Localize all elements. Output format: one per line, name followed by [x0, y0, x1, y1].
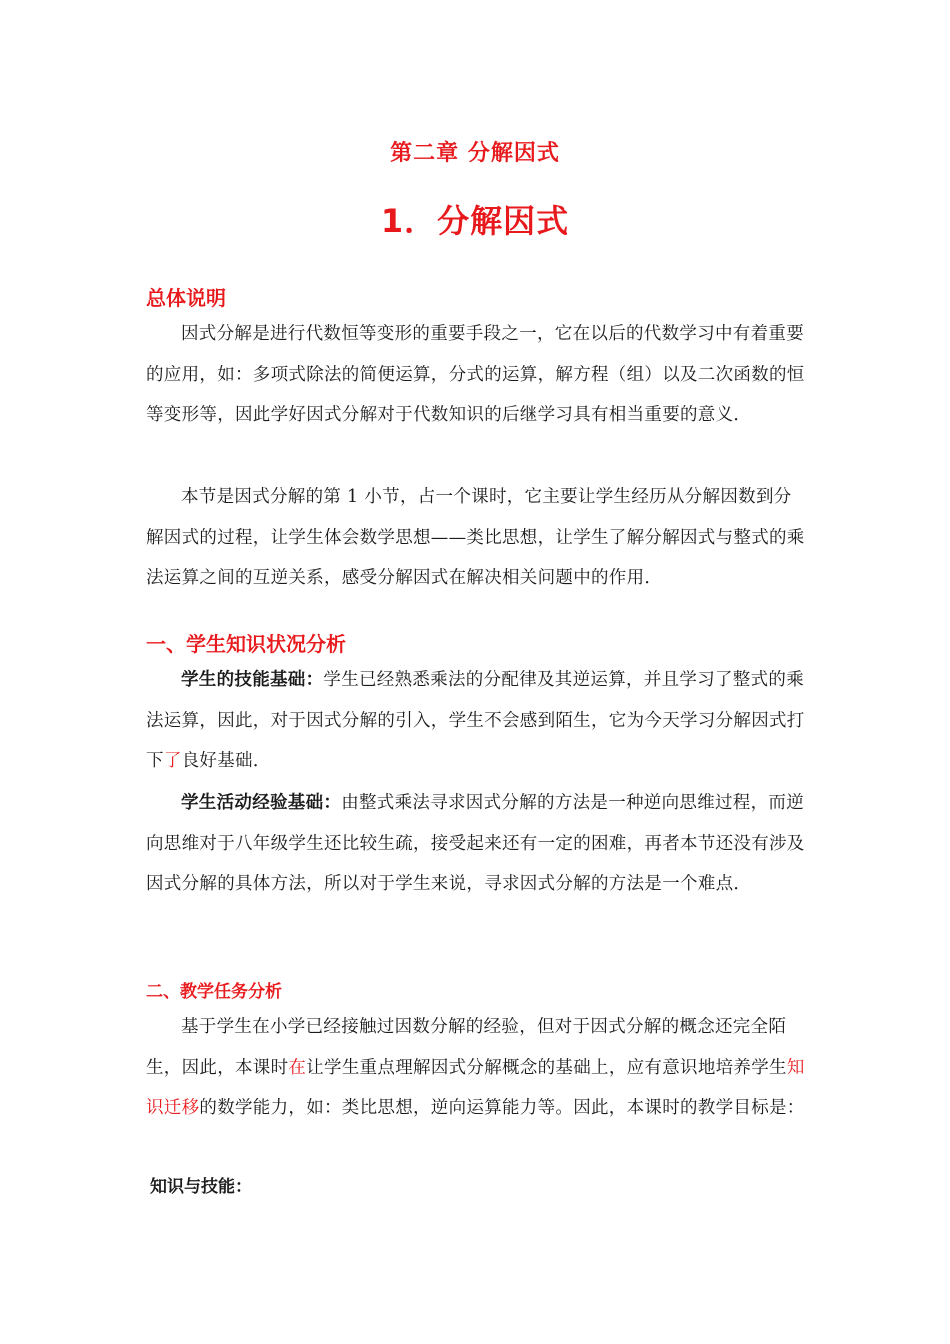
task-analysis-paragraph [146, 1007, 806, 1129]
skill-foundation-label: 学生的技能基础： [181, 670, 324, 690]
section-2-heading: 二、教学任务分析 [146, 982, 282, 1002]
activity-experience-label: 学生活动经验基础： [181, 793, 342, 813]
task-analysis-text-a: 基于学生在小学已经接触过因数分解的经验，但对于因式分解的概念还完全陌生，因此，本课时 [146, 1017, 787, 1078]
activity-experience-text: 由整式乘法寻求因式分解的方法是一种逆向思维过程，而逆向思维对于八年级学生还比较生疏，接受起来还有一定的困难，再者本节还没有涉及因式分解的具体方法，所以对于学生来说，寻求因式分解的方法是一个难点． [146, 793, 805, 895]
overview-heading: 总体说明 [146, 286, 226, 310]
task-analysis-text-c: 的数学能力，如：类比思想，逆向运算能力等。因此，本课时的教学目标是： [199, 1098, 805, 1119]
skill-foundation-highlight: 了 [163, 751, 182, 772]
task-analysis-highlight-2: 知识迁移 [146, 1057, 805, 1119]
task-analysis-highlight-1: 在 [288, 1057, 307, 1078]
task-analysis-text-b: 让学生重点理解因式分解概念的基础上，应有意识地培养学生 [306, 1057, 787, 1078]
overview-paragraph-1: 因式分解是进行代数恒等变形的重要手段之一，它在以后的代数学习中有着重要的应用，如：多项式除法的简便运算，分式的运算，解方程（组）以及二次函数的恒等变形等，因此学好因式分解对于代数知识的后继学习具有相当重要的意义． [146, 324, 805, 426]
chapter-title: 第二章 分解因式 [390, 141, 560, 166]
skill-foundation-paragraph [146, 660, 806, 782]
section-title: 1．分解因式 [380, 202, 570, 240]
activity-experience-paragraph [146, 783, 806, 905]
skill-foundation-text-a: 学生已经熟悉乘法的分配律及其逆运算，并且学习了整式的乘法运算，因此，对于因式分解的引入，学生不会感到陌生，它为今天学习分解因式打下 [146, 670, 805, 772]
overview-paragraph-2: 本节是因式分解的第 1 小节，占一个课时，它主要让学生经历从分解因数到分解因式的过程，让学生体会数学思想——类比思想，让学生了解分解因式与整式的乘法运算之间的互逆关系，感受分解因式在解决相关问题中的作用． [146, 487, 805, 589]
section-1-heading: 一、学生知识状况分析 [146, 632, 346, 656]
knowledge-skills-subheading: 知识与技能： [150, 1177, 252, 1197]
skill-foundation-text-b: 良好基础． [181, 751, 271, 772]
